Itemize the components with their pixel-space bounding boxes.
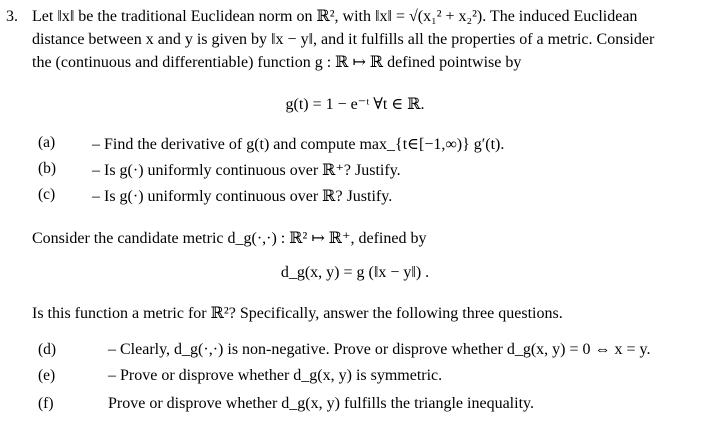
intro-line-1 xyxy=(0,5,700,28)
equation-dg: d_g(x, y) = g (‖x − y‖) . xyxy=(280,264,430,281)
part-text-a: – Find the derivative of g(t) and compute max_{t∈[−1,∞)} g′(t). xyxy=(92,136,505,153)
part-label-f: (f) xyxy=(38,395,54,412)
part-label-a: (a) xyxy=(38,134,56,151)
equation-g: g(t) = 1 − e⁻ᵗ ∀t ∈ ℝ. xyxy=(285,96,425,113)
part-text-f: Prove or disprove whether d_g(x, y) fulfills the triangle inequality. xyxy=(108,395,534,412)
part-label-d: (d) xyxy=(38,341,57,358)
question-text: Is this function a metric for ℝ²? Specifically, answer the following three questions. xyxy=(32,305,563,322)
part-text-d: – Clearly, d_g(·,·) is non-negative. Prove or disprove whether d_g(x, y) = 0 ⇔ x = y. xyxy=(108,341,651,358)
intro-line-2: distance between x and y is given by ‖x − y‖, and it fulfills all the properties of a metric. Consider xyxy=(32,31,655,48)
part-label-c: (c) xyxy=(38,186,56,203)
part-label-e: (e) xyxy=(38,367,56,384)
problem-number: 3. xyxy=(6,8,18,25)
part-text-c: – Is g(·) uniformly continuous over ℝ? Justify. xyxy=(92,188,393,205)
intro-text-1: Let ‖x‖ be the traditional Euclidean norm on ℝ², with ‖x‖ = √(x₁² + x₂²). The induced Euclidean xyxy=(32,8,638,25)
part-label-b: (b) xyxy=(38,160,57,177)
problem-intro xyxy=(0,5,700,74)
intro-line-3: the (continuous and differentiable) function g : ℝ ↦ ℝ defined pointwise by xyxy=(32,54,522,71)
candidate-metric-text: Consider the candidate metric d_g(·,·) : ℝ² ↦ ℝ⁺, defined by xyxy=(32,230,427,247)
part-text-b: – Is g(·) uniformly continuous over ℝ⁺? Justify. xyxy=(92,162,401,179)
part-text-e: – Prove or disprove whether d_g(x, y) is symmetric. xyxy=(108,367,443,384)
